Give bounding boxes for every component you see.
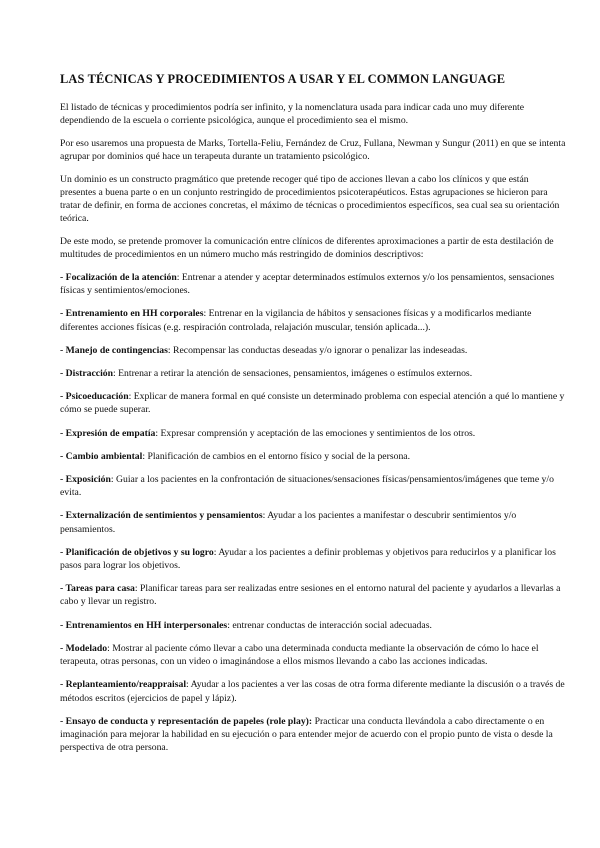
domain-item-externalizacion [60, 509, 566, 535]
domain-term: - Modelado [60, 642, 108, 654]
domain-term: - Focalización de la atención [60, 272, 177, 284]
domain-term: - Psicoeducación [60, 391, 129, 403]
domain-item-role-play [60, 715, 566, 755]
domain-item-focalizacion [60, 271, 566, 297]
domain-item-cambio-ambiental [60, 450, 566, 463]
domain-term: - Distracción [60, 368, 113, 380]
domain-term: - Replanteamiento/reappraisal [60, 679, 187, 691]
domain-item-entrenamiento-corporal [60, 307, 566, 333]
domain-description: : Explicar de manera formal en qué consiste un determinado problema con especial atención a qué lo mantiene y cómo se puede superar. [60, 391, 565, 416]
domain-item-manejo-contingencias [60, 344, 566, 357]
domain-item-replanteamiento [60, 678, 566, 704]
intro-paragraph: Por eso usaremos una propuesta de Marks, Tortella-Feliu, Fernández de Cruz, Fullana, Newman y Sungur (2011) en que se intenta agrupar por dominios qué hace un terapeuta durante un tratamiento psicológico. [60, 137, 566, 163]
domain-term: - Manejo de contingencias [60, 344, 168, 356]
domain-description: : Planificar tareas para ser realizadas entre sesiones en el entorno natural del paciente y ayudarlos a llevarlas a cabo y llevar un registro. [60, 583, 561, 608]
domain-term: - Externalización de sentimientos y pensamientos [60, 510, 263, 522]
document-title: LAS TÉCNICAS Y PROCEDIMIENTOS A USAR Y EL COMMON LANGUAGE [60, 72, 506, 86]
domain-description: : Recompensar las conductas deseadas y/o ignorar o penalizar las indeseadas. [167, 344, 468, 356]
domain-item-empatia [60, 427, 566, 440]
domain-term: - Cambio ambiental [60, 450, 143, 462]
domain-description: : Ayudar a los pacientes a ver las cosas de otra forma diferente mediante la discusión o a través de métodos escritos (ejercicios de papel y lápiz). [60, 679, 565, 704]
domain-description: : Ayudar a los pacientes a manifestar o descubrir sentimientos y/o pensamientos. [60, 510, 517, 535]
domain-term: - Expresión de empatía [60, 427, 156, 439]
domain-term: - Ensayo de conducta y representación de papeles (role play): [60, 715, 313, 727]
domain-item-exposicion [60, 473, 566, 499]
domain-description: : Guiar a los pacientes en la confrontación de situaciones/sensaciones físicas/pensamientos/imágenes que teme y/o evita. [60, 474, 554, 499]
domain-description: : Entrenar en la vigilancia de hábitos y sensaciones físicas y a modificarlos mediante diferentes acciones físicas (e.g. respiración controlada, relajación muscular, tensión aplicada...). [60, 308, 532, 333]
domain-description: : entrenar conductas de interacción social adecuadas. [227, 619, 432, 631]
domain-item-tareas-casa [60, 582, 566, 608]
intro-paragraph: Un dominio es un constructo pragmático que pretende recoger qué tipo de acciones llevan a cabo los clínicos y que están presentes a buena parte o en un conjunto restringido de procedimientos psicoterapéuticos. Estas agrupaciones se hicieron para tratar de definir, en forma de acciones concretas, el máximo de técnicas o procedimientos específicos, sea cual sea su orientación teórica. [60, 173, 560, 225]
domain-description: : Entrenar a atender y aceptar determinados estímulos externos y/o los pensamientos, sensaciones físicas y sentimientos/emociones. [60, 272, 555, 297]
domain-item-planificacion-objetivos [60, 546, 566, 572]
domain-term: - Entrenamiento en HH corporales [60, 308, 204, 320]
domain-description: Practicar una conducta llevándola a cabo directamente o en imaginación para mejorar la habilidad en su ejecución o para entender mejor de acuerdo con el propio punto de vista o desde la perspectiva de otra persona. [60, 715, 553, 754]
domain-item-distraccion [60, 367, 566, 380]
domain-description: : Ayudar a los pacientes a definir problemas y objetivos para reducirlos y a planificar los pasos para lograr los objetivos. [60, 546, 556, 572]
intro-paragraph: El listado de técnicas y procedimientos podría ser infinito, y la nomenclatura usada para indicar cada uno muy diferente dependiendo de la escuela o corriente psicológica, aunque el procedimiento sea el mismo. [60, 102, 525, 127]
domain-description: : Expresar comprensión y aceptación de las emociones y sentimientos de los otros. [155, 427, 476, 439]
domain-description: : Entrenar a retirar la atención de sensaciones, pensamientos, imágenes o estímulos externos. [113, 368, 473, 380]
intro-paragraph: De este modo, se pretende promover la comunicación entre clínicos de diferentes aproximaciones a partir de esta destilación de multitudes de procedimientos en un número mucho más restringido de dominios descriptivos: [60, 236, 554, 261]
domain-term: - Tareas para casa [60, 583, 135, 595]
domain-description: : Planificación de cambios en el entorno físico y social de la persona. [142, 450, 411, 462]
domain-term: - Planificación de objetivos y su logro [60, 546, 214, 558]
domain-term: - Exposición [60, 474, 111, 486]
domain-term: - Entrenamientos en HH interpersonales [60, 619, 228, 631]
domain-item-hh-interpersonales [60, 619, 566, 632]
domain-item-modelado [60, 642, 566, 668]
domain-description: : Mostrar al paciente cómo llevar a cabo una determinada conducta mediante la observación de cómo lo hace el terapeuta, otras personas, con un video o imaginándose a ellos mismos llevando a cabo las acciones indicadas. [60, 642, 539, 668]
domain-item-psicoeducacion [60, 390, 566, 416]
